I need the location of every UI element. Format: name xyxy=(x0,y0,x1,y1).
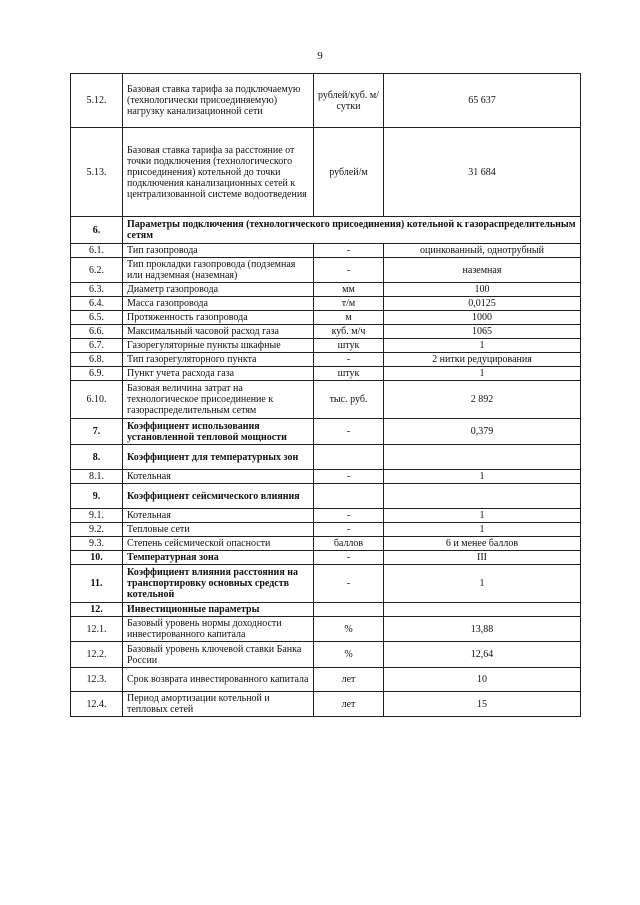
unit-cell: - xyxy=(314,509,384,523)
unit-cell: мм xyxy=(314,283,384,297)
table-row xyxy=(71,484,581,509)
row-number: 6.6. xyxy=(71,325,123,339)
unit-cell: штук xyxy=(314,339,384,353)
table-row xyxy=(71,367,581,381)
row-number: 6. xyxy=(71,217,123,244)
table-row xyxy=(71,668,581,692)
unit-cell: % xyxy=(314,617,384,642)
parameter-name: Пункт учета расхода газа xyxy=(123,367,314,381)
row-number: 12.2. xyxy=(71,642,123,668)
unit-cell: - xyxy=(314,419,384,445)
row-number: 9. xyxy=(71,484,123,509)
parameter-name: Базовая величина затрат на технологическое присоединение к газораспределительным сетям xyxy=(123,381,314,419)
unit-cell: - xyxy=(314,470,384,484)
table-row xyxy=(71,339,581,353)
row-number: 12.4. xyxy=(71,692,123,717)
value-cell: 0,379 xyxy=(384,419,581,445)
table-row xyxy=(71,509,581,523)
value-cell: 1 xyxy=(384,470,581,484)
parameter-name: Тип газорегуляторного пункта xyxy=(123,353,314,367)
table-row xyxy=(71,217,581,244)
parameter-name: Масса газопровода xyxy=(123,297,314,311)
row-number: 12.1. xyxy=(71,617,123,642)
row-number: 7. xyxy=(71,419,123,445)
value-cell xyxy=(384,484,581,509)
parameter-name: Температурная зона xyxy=(123,551,314,565)
unit-cell: - xyxy=(314,565,384,603)
table-row xyxy=(71,258,581,283)
table-row xyxy=(71,617,581,642)
row-number: 6.7. xyxy=(71,339,123,353)
unit-cell: - xyxy=(314,258,384,283)
value-cell: 31 684 xyxy=(384,128,581,217)
table-row xyxy=(71,297,581,311)
row-number: 12.3. xyxy=(71,668,123,692)
value-cell: 1065 xyxy=(384,325,581,339)
value-cell: 1000 xyxy=(384,311,581,325)
row-number: 9.2. xyxy=(71,523,123,537)
unit-cell: - xyxy=(314,244,384,258)
unit-cell: - xyxy=(314,551,384,565)
value-cell xyxy=(384,603,581,617)
value-cell: 0,0125 xyxy=(384,297,581,311)
value-cell: 1 xyxy=(384,565,581,603)
row-number: 5.12. xyxy=(71,74,123,128)
value-cell: 65 637 xyxy=(384,74,581,128)
unit-cell: куб. м/ч xyxy=(314,325,384,339)
parameters-table xyxy=(70,73,581,717)
value-cell: 1 xyxy=(384,509,581,523)
page-number: 9 xyxy=(317,50,323,62)
unit-cell: штук xyxy=(314,367,384,381)
row-number: 12. xyxy=(71,603,123,617)
parameter-name: Инвестиционные параметры xyxy=(123,603,314,617)
unit-cell xyxy=(314,484,384,509)
value-cell: 12,64 xyxy=(384,642,581,668)
unit-cell: - xyxy=(314,523,384,537)
value-cell: 100 xyxy=(384,283,581,297)
unit-cell: тыс. руб. xyxy=(314,381,384,419)
table-row xyxy=(71,353,581,367)
row-number: 6.8. xyxy=(71,353,123,367)
table-row xyxy=(71,283,581,297)
parameter-name: Базовая ставка тарифа за подключаемую (технологически присоединяемую) нагрузку канализационной сети xyxy=(123,74,314,128)
value-cell: 6 и менее баллов xyxy=(384,537,581,551)
unit-cell: рублей/м xyxy=(314,128,384,217)
table-row xyxy=(71,128,581,217)
row-number: 5.13. xyxy=(71,128,123,217)
row-number: 6.9. xyxy=(71,367,123,381)
parameter-name: Протяженность газопровода xyxy=(123,311,314,325)
parameter-name: Тепловые сети xyxy=(123,523,314,537)
value-cell xyxy=(384,445,581,470)
row-number: 6.5. xyxy=(71,311,123,325)
unit-cell: рублей/куб. м/сутки xyxy=(314,74,384,128)
table-row xyxy=(71,551,581,565)
row-number: 6.4. xyxy=(71,297,123,311)
table-row xyxy=(71,445,581,470)
value-cell: 13,88 xyxy=(384,617,581,642)
table-row xyxy=(71,692,581,717)
table-row xyxy=(71,537,581,551)
table-row xyxy=(71,565,581,603)
value-cell: III xyxy=(384,551,581,565)
parameter-name: Тип прокладки газопровода (подземная или надземная (наземная) xyxy=(123,258,314,283)
value-cell: 10 xyxy=(384,668,581,692)
parameter-name: Степень сейсмической опасности xyxy=(123,537,314,551)
parameters-table-body xyxy=(71,74,581,717)
parameter-name: Диаметр газопровода xyxy=(123,283,314,297)
table-row xyxy=(71,419,581,445)
unit-cell: т/м xyxy=(314,297,384,311)
row-number: 6.1. xyxy=(71,244,123,258)
row-number: 6.10. xyxy=(71,381,123,419)
unit-cell xyxy=(314,445,384,470)
row-number: 8.1. xyxy=(71,470,123,484)
unit-cell xyxy=(314,603,384,617)
unit-cell: % xyxy=(314,642,384,668)
value-cell: 15 xyxy=(384,692,581,717)
row-number: 10. xyxy=(71,551,123,565)
value-cell: 2 892 xyxy=(384,381,581,419)
parameter-name: Коэффициент влияния расстояния на транспортировку основных средств котельной xyxy=(123,565,314,603)
parameter-name: Срок возврата инвестированного капитала xyxy=(123,668,314,692)
row-number: 6.2. xyxy=(71,258,123,283)
unit-cell: лет xyxy=(314,668,384,692)
parameter-name: Газорегуляторные пункты шкафные xyxy=(123,339,314,353)
table-row xyxy=(71,603,581,617)
value-cell: 1 xyxy=(384,523,581,537)
row-number: 6.3. xyxy=(71,283,123,297)
parameter-name: Котельная xyxy=(123,470,314,484)
row-number: 11. xyxy=(71,565,123,603)
row-number: 8. xyxy=(71,445,123,470)
unit-cell: м xyxy=(314,311,384,325)
value-cell: 1 xyxy=(384,339,581,353)
table-row xyxy=(71,642,581,668)
parameter-name: Коэффициент использования установленной тепловой мощности xyxy=(123,419,314,445)
parameter-name: Базовая ставка тарифа за расстояние от точки подключения (технологического присоединения) котельной до точки подключения канализационных сетей к централизованной системе водоотведения xyxy=(123,128,314,217)
section-title: Параметры подключения (технологического присоединения) котельной к газораспределительным сетям xyxy=(123,217,581,244)
table-row xyxy=(71,74,581,128)
row-number: 9.3. xyxy=(71,537,123,551)
table-row xyxy=(71,523,581,537)
parameter-name: Котельная xyxy=(123,509,314,523)
table-row xyxy=(71,470,581,484)
parameter-name: Коэффициент для температурных зон xyxy=(123,445,314,470)
value-cell: оцинкованный, однотрубный xyxy=(384,244,581,258)
parameter-name: Коэффициент сейсмического влияния xyxy=(123,484,314,509)
parameter-name: Базовый уровень нормы доходности инвестированного капитала xyxy=(123,617,314,642)
value-cell: 1 xyxy=(384,367,581,381)
row-number: 9.1. xyxy=(71,509,123,523)
table-row xyxy=(71,244,581,258)
table-row xyxy=(71,325,581,339)
table-row xyxy=(71,311,581,325)
value-cell: наземная xyxy=(384,258,581,283)
parameter-name: Базовый уровень ключевой ставки Банка России xyxy=(123,642,314,668)
parameter-name: Максимальный часовой расход газа xyxy=(123,325,314,339)
unit-cell: - xyxy=(314,353,384,367)
table-row xyxy=(71,381,581,419)
parameter-name: Тип газопровода xyxy=(123,244,314,258)
parameter-name: Период амортизации котельной и тепловых сетей xyxy=(123,692,314,717)
unit-cell: баллов xyxy=(314,537,384,551)
unit-cell: лет xyxy=(314,692,384,717)
value-cell: 2 нитки редуцирования xyxy=(384,353,581,367)
